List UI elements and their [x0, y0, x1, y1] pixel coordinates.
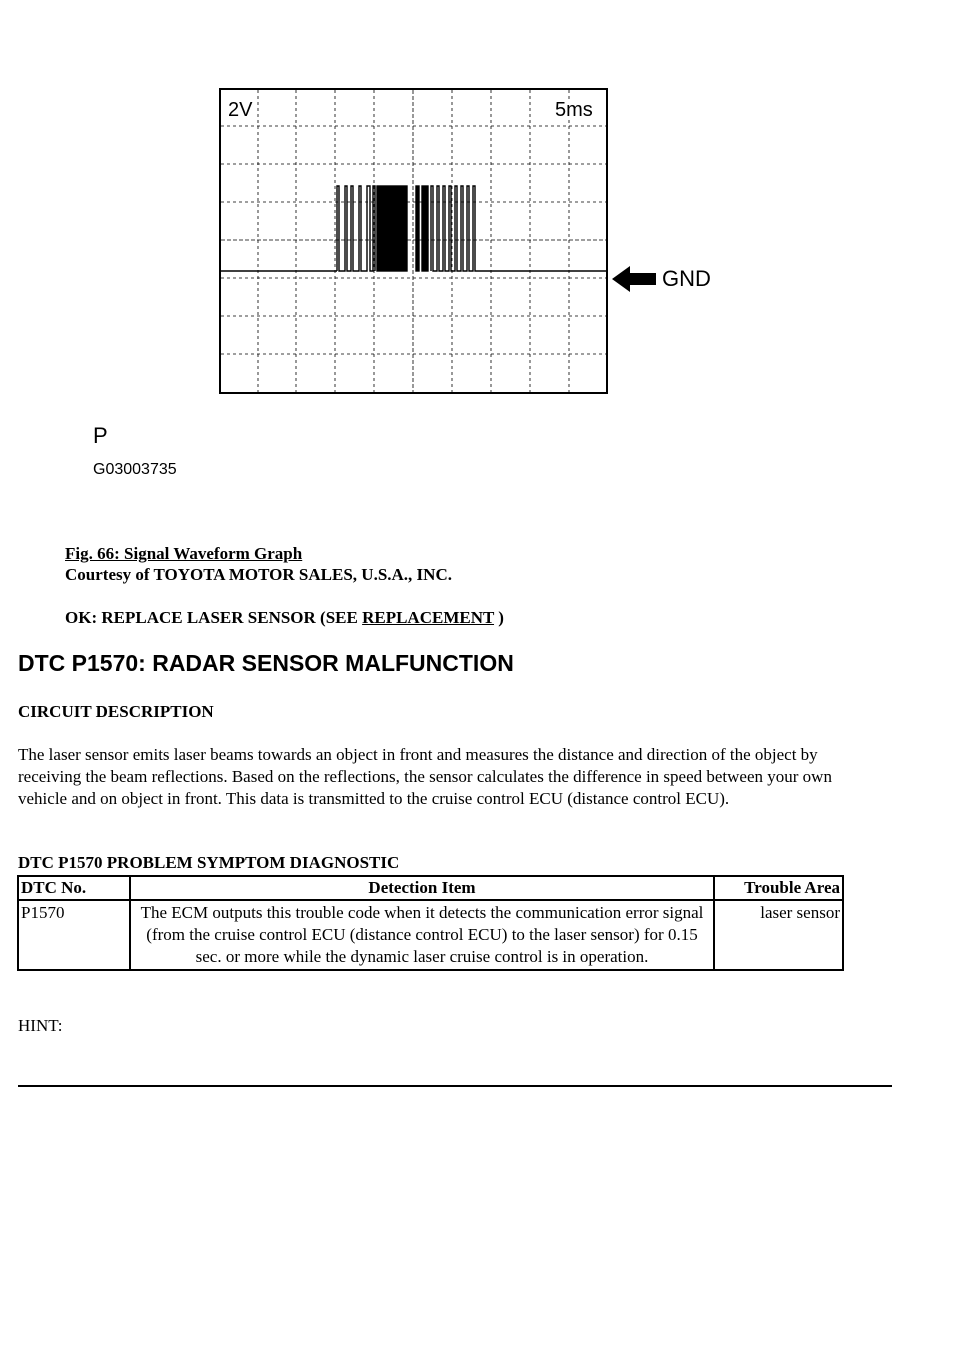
dtc-heading: DTC P1570: RADAR SENSOR MALFUNCTION: [18, 650, 514, 676]
gnd-label: GND: [662, 266, 711, 291]
waveform-figure: [219, 88, 608, 394]
figure-caption: [65, 543, 452, 585]
ok-prefix: OK: REPLACE LASER SENSOR (SEE: [65, 608, 363, 627]
replacement-link[interactable]: REPLACEMENT: [362, 608, 495, 627]
figure-title-link[interactable]: Fig. 66: Signal Waveform Graph: [65, 544, 303, 563]
ok-suffix: ): [494, 608, 504, 627]
header-trouble-area: Trouble Area: [714, 876, 843, 900]
table-row: [18, 900, 843, 970]
circuit-description-text: The laser sensor emits laser beams towards an object in front and measures the distance and direction of the object by receiving the beam reflections. Based on the reflections, the sensor calculates the difference in speed between your own vehicle and on object in front. This data is transmitted to the cruise control ECU (distance control ECU).: [18, 745, 832, 808]
voltage-scale-label: 2V: [228, 99, 253, 121]
arrow-left-icon: [612, 266, 656, 292]
figure-letter: P: [93, 423, 108, 448]
oscilloscope-screen: [219, 88, 608, 394]
header-dtc-no: DTC No.: [18, 876, 130, 900]
dtc-table: [17, 875, 844, 971]
cell-trouble-area: laser sensor: [714, 900, 843, 970]
figure-image-code: G03003735: [93, 461, 177, 478]
divider: [18, 1085, 892, 1087]
time-scale-label: 5ms: [555, 99, 593, 121]
figure-courtesy: Courtesy of TOYOTA MOTOR SALES, U.S.A., INC.: [65, 565, 452, 584]
circuit-description-heading: CIRCUIT DESCRIPTION: [18, 702, 214, 721]
cell-dtc-no: P1570: [18, 900, 130, 970]
header-detection-item: Detection Item: [130, 876, 714, 900]
table-header-row: [18, 876, 843, 900]
gnd-indicator: [612, 266, 711, 292]
cell-detection-item: The ECM outputs this trouble code when it detects the communication error signal (from the cruise control ECU (distance control ECU) to the laser sensor) for 0.15 sec. or more while the dynamic laser cruise control is in operation.: [130, 900, 714, 970]
table-title: DTC P1570 PROBLEM SYMPTOM DIAGNOSTIC: [18, 853, 400, 872]
hint-label: HINT:: [18, 1016, 63, 1035]
ok-instruction: [65, 608, 504, 628]
